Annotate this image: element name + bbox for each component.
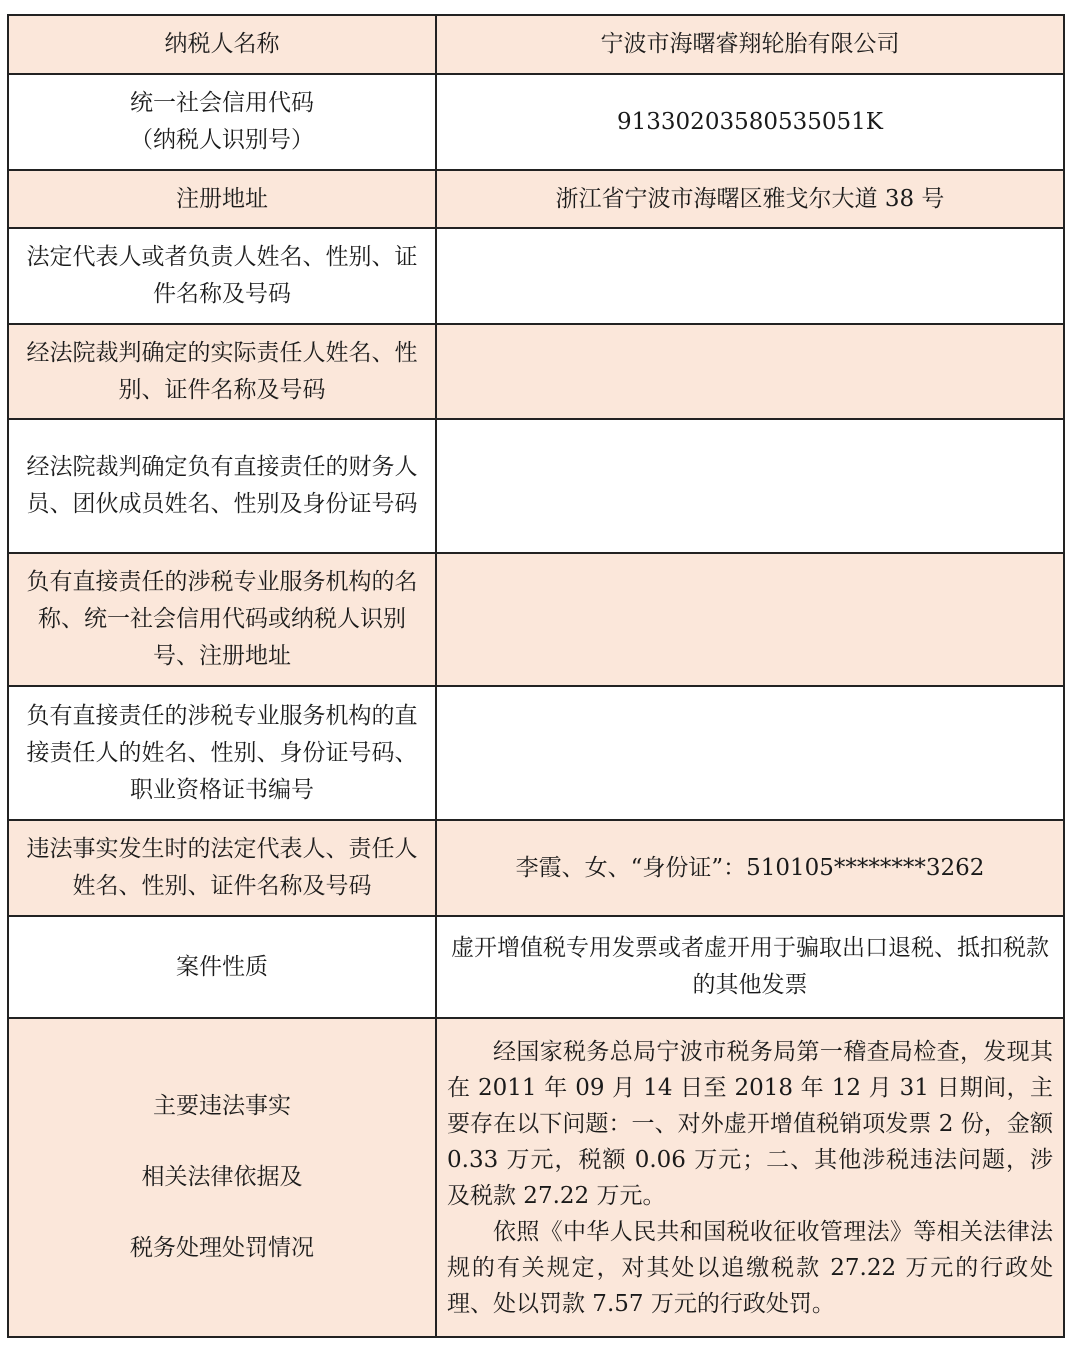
table-row [8, 170, 1064, 228]
facts-paragraph: 经国家税务总局宁波市税务局第一稽查局检查，发现其在 2011 年 09 月 14 日至 2018 年 12 月 31 日期间，主要存在以下问题：一、对外虚开增值税销项发票 2 份，金额 0.33 万元，税额 0.06 万元；二、其他涉税违法问题，涉及税款 27.22 万元。 [447, 1038, 1053, 1209]
table-row [8, 419, 1064, 553]
table-row [8, 15, 1064, 74]
table-row [8, 1018, 1064, 1337]
main-facts-label [8, 1018, 436, 1337]
agency-person-value [436, 686, 1064, 820]
actual-responsible-value [436, 324, 1064, 419]
penalty-paragraph: 依照《中华人民共和国税收征收管理法》等相关法律法规的有关规定，对其处以追缴税款 27.22 万元的行政处理、处以罚款 7.57 万元的行政处罚。 [447, 1218, 1053, 1317]
violation-time-rep-value: 李霞、女、“身份证”：510105********3262 [436, 820, 1064, 916]
table-row [8, 324, 1064, 419]
finance-staff-value [436, 419, 1064, 553]
taxpayer-name-label: 纳税人名称 [8, 15, 436, 74]
table-row [8, 553, 1064, 686]
case-nature-value: 虚开增值税专用发票或者虚开用于骗取出口退税、抵扣税款的其他发票 [436, 916, 1064, 1018]
legal-rep-label: 法定代表人或者负责人姓名、性别、证件名称及号码 [8, 228, 436, 324]
tax-violation-table [7, 14, 1065, 1338]
agency-person-label: 负有直接责任的涉税专业服务机构的直接责任人的姓名、性别、身份证号码、职业资格证书编号 [8, 686, 436, 820]
actual-responsible-label: 经法院裁判确定的实际责任人姓名、性别、证件名称及号码 [8, 324, 436, 419]
main-facts-label-line3: 税务处理处罚情况 [130, 1235, 314, 1261]
registered-address-label: 注册地址 [8, 170, 436, 228]
agency-info-value [436, 553, 1064, 686]
taxpayer-name-value: 宁波市海曙睿翔轮胎有限公司 [436, 15, 1064, 74]
registered-address-value: 浙江省宁波市海曙区雅戈尔大道 38 号 [436, 170, 1064, 228]
credit-code-label-line2: （纳税人识别号） [130, 127, 314, 153]
table-row [8, 686, 1064, 820]
violation-time-rep-label: 违法事实发生时的法定代表人、责任人姓名、性别、证件名称及号码 [8, 820, 436, 916]
credit-code-label [8, 74, 436, 170]
case-nature-label: 案件性质 [8, 916, 436, 1018]
main-facts-label-line2: 相关法律依据及 [141, 1164, 303, 1190]
main-facts-value [436, 1018, 1064, 1337]
credit-code-label-line1: 统一社会信用代码 [130, 90, 314, 116]
legal-rep-value [436, 228, 1064, 324]
table-row [8, 74, 1064, 170]
agency-info-label: 负有直接责任的涉税专业服务机构的名称、统一社会信用代码或纳税人识别号、注册地址 [8, 553, 436, 686]
table-row [8, 916, 1064, 1018]
table-row [8, 228, 1064, 324]
finance-staff-label: 经法院裁判确定负有直接责任的财务人员、团伙成员姓名、性别及身份证号码 [8, 419, 436, 553]
credit-code-value: 91330203580535051K [436, 74, 1064, 170]
main-facts-label-line1: 主要违法事实 [153, 1093, 291, 1119]
table-row [8, 820, 1064, 916]
